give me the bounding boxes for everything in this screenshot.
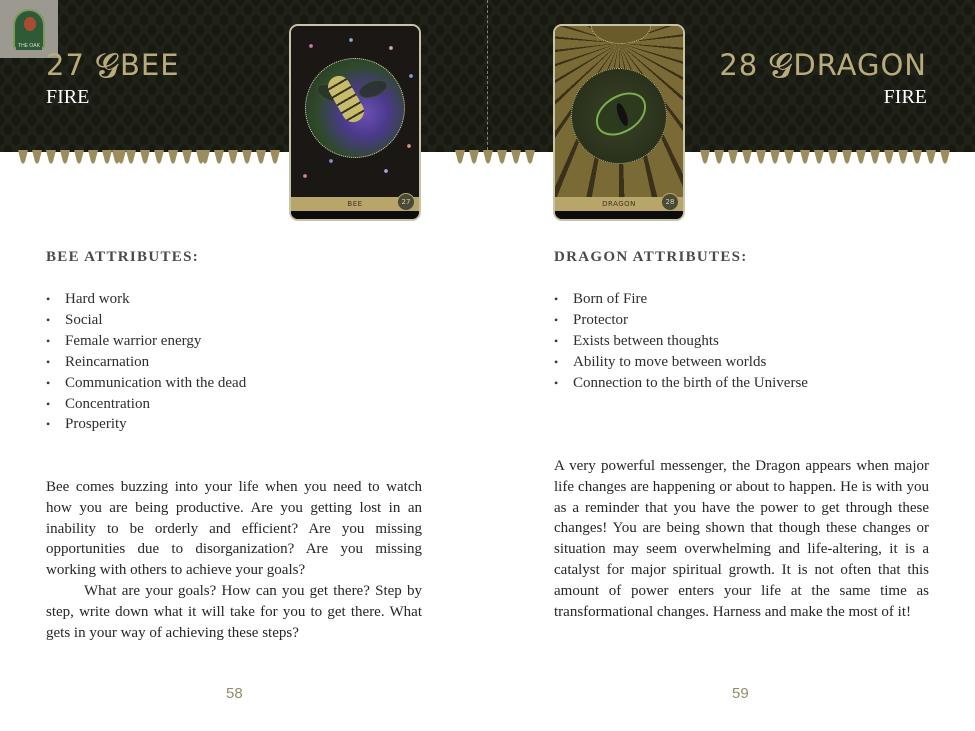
right-paragraph-1: A very powerful messenger, the Dragon appears when major life changes are happening or about to happen. He is with you as a reminder that you have the power to get through these changes! You are being shown that though these changes or situation may seem overwhelming and life-altering, it is a catalyst for major spiritual growth. It is not often that this amount of power enters your life at the same time as transformational changes. Harness and make the most of it! [554,458,929,620]
bee-card-footer-name: BEE [347,200,363,208]
dragon-oracle-card [553,24,685,221]
dragon-eye-medallion [571,68,667,164]
left-page-number: 58 [226,685,243,702]
right-attributes-list [554,289,808,394]
right-card-name: DRAGON [793,48,927,82]
right-card-number: 28 [719,48,759,82]
left-card-name: BEE [120,48,180,82]
right-element-label: FIRE [883,86,927,108]
left-element-label: FIRE [46,86,90,108]
left-card-title [46,44,180,84]
scale-fringe-left-3 [200,150,280,168]
bee-card-artwork [291,26,419,197]
left-paragraph-2: What are your goals? How can you get there? Step by step, write down what it will take for you to get there. What gets in your way of achieving these steps? [46,582,422,641]
list-item: • Ability to move between worlds [554,352,808,373]
dragon-eye-icon [589,87,653,141]
list-item: • Prosperity [46,414,246,435]
bee-wing-right-icon [356,76,390,101]
list-item: • Reincarnation [46,352,246,373]
list-item: • Exists between thoughts [554,331,808,352]
dragon-card-artwork [555,26,683,197]
list-item: • Communication with the dead [46,373,246,394]
left-attributes-heading: BEE ATTRIBUTES: [46,249,200,265]
list-item: • Born of Fire [554,289,808,310]
dragon-card-number-badge: 28 [661,193,679,211]
swirl-ornament-icon: 𝓖 [95,46,120,86]
right-page-number: 59 [732,685,749,702]
scale-fringe-left-2 [112,150,206,168]
dragon-card-base [555,211,683,221]
right-attributes-heading: DRAGON ATTRIBUTES: [554,249,748,265]
list-item: • Connection to the birth of the Universe [554,373,808,394]
list-item: • Concentration [46,394,246,415]
dragon-sun-ornament [591,24,651,44]
left-card-number: 27 [46,48,85,82]
dragon-card-footer-name: DRAGON [602,200,636,208]
dragon-pupil-icon [614,102,630,127]
page-spine-divider [487,0,488,150]
logo-emblem-icon [13,9,45,49]
scale-fringe-right-1 [700,150,794,168]
right-body-text [554,456,929,622]
swirl-ornament-icon: 𝓖 [768,46,794,86]
bee-card-base [291,211,419,221]
list-item: • Female warrior energy [46,331,246,352]
left-body-text [46,477,422,643]
bee-card-number-badge: 27 [397,193,415,211]
bee-oracle-card [289,24,421,221]
list-item: • Social [46,310,246,331]
scale-fringe-center [455,150,535,168]
logo-text: THE OAK [18,43,40,49]
scale-fringe-right-2 [800,150,950,168]
list-item: • Protector [554,310,808,331]
left-paragraph-1: Bee comes buzzing into your life when you need to watch how you are being productive. Are you getting lost in an inability to be orderly and efficient? Are you missing opportunities due to disorganization? Are you missing working with others to achieve your goals? [46,479,422,579]
scale-fringe-left-1 [18,150,126,168]
left-attributes-list [46,289,246,435]
list-item: • Hard work [46,289,246,310]
right-card-title [719,44,927,84]
